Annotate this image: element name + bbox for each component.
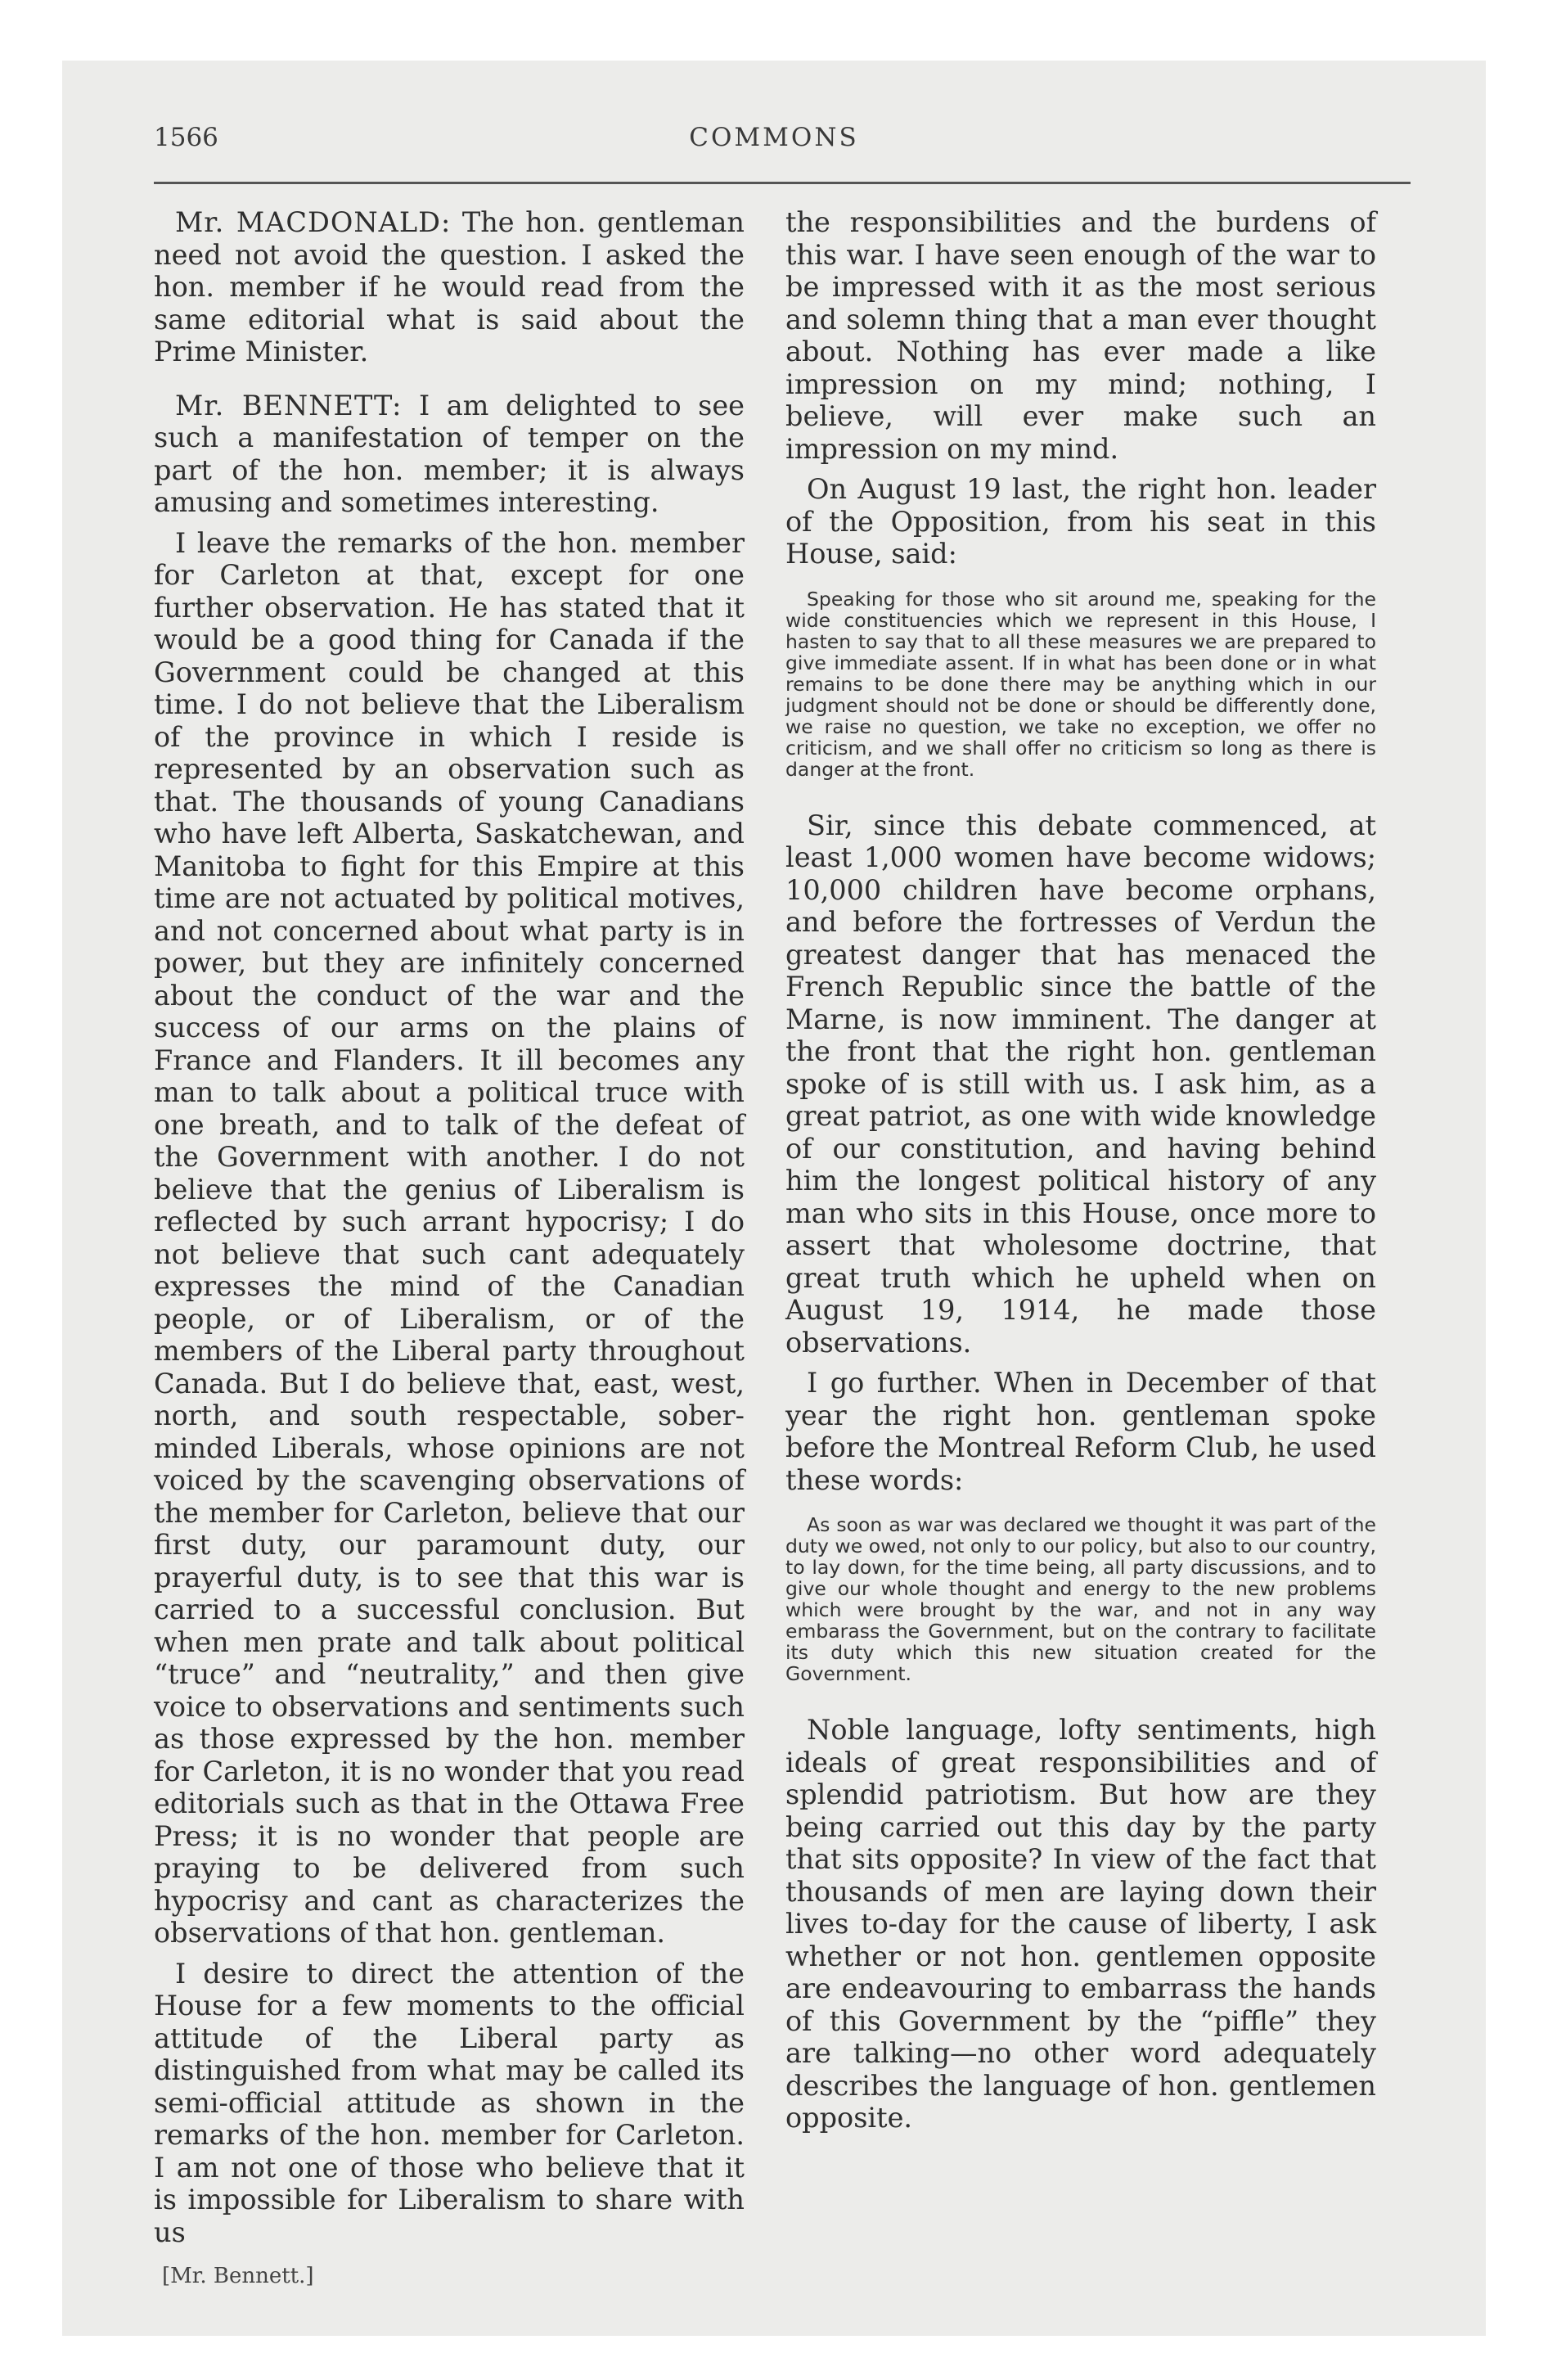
paragraph-august-19: On August 19 last, the right hon. leader of the Opposition, from his seat in this House, said: [785,473,1376,570]
block-quote-august-19 [785,588,1376,780]
left-column [154,206,745,2289]
paragraph-text: The hon. gentleman need not avoid the question. I asked the hon. member if he would read from the same editorial what is said about the Prime Minister. [154,206,745,367]
header-rule [154,182,1411,184]
paragraph-since-debate: Sir, since this debate commenced, at least 1,000 women have become widows; 10,000 children have become orphans, and before the fortresses of Verdun the greatest danger that has menaced the French Republic since the battle of the Marne, is now imminent. The danger at the front that the right hon. gentleman spoke of is still with us. I ask him, as a great patriot, as one with wide knowledge of our constitution, and having behind him the longest political history of any man who sits in this House, once more to assert that wholesome doctrine, that great truth which he upheld when on August 19, 1914, he made those observations. [785,809,1376,1359]
speaker-attribution: [Mr. Bennett.] [162,2264,314,2288]
paragraph-macdonald [154,206,745,368]
right-column [785,206,1376,2143]
paragraph-noble-language: Noble language, lofty sentiments, high ideals of great responsibilities and of splendid patriotism. But how are they being carried out this day by the party that sits opposite? In view of the fact that thousands of men are laying down their lives to-day for the cause of liberty, I ask whether or not hon. gentlemen opposite are endeavouring to embarrass the hands of this Government by the “piffle” they are talking—no other word adequately describes the language of hon. gentlemen opposite. [785,1714,1376,2134]
block-quote-reform-club [785,1514,1376,1684]
paragraph-go-further: I go further. When in December of that year the right hon. gentleman spoke before the Montreal Reform Club, he used these words: [785,1367,1376,1496]
paragraph-further-observation: I leave the remarks of the hon. member for Carleton at that, except for one further observation. He has stated that it would be a good thing for Canada if the Government could be changed at this time. I do not believe that the Liberalism of the province in which I reside is represented by an observation such as that. The thousands of young Canadians who have left Alberta, Saskatchewan, and Manitoba to fight for this Empire at this time are not actuated by political motives, and not concerned about what party is in power, but they are infinitely concerned about the conduct of the war and the success of our arms on the plains of France and Flanders. It ill becomes any man to talk about a political truce with one breath, and to talk of the defeat of the Government with another. I do not believe that the genius of Liberalism is reflected by such arrant hypocrisy; I do not believe that such cant adequately expresses the mind of the Canadian people, or of Liberalism, or of the members of the Liberal party throughout Canada. But I do believe that, east, west, north, and south respectable, sober-minded Liberals, whose opinions are not voiced by the scavenging observations of the member for Carleton, believe that our first duty, our paramount duty, our prayerful duty, is to see that this war is carried to a successful conclusion. But when men prate and talk about political “truce” and “neutrality,” and then give voice to observations and sentiments such as those expressed by the hon. member for Carleton, it is no wonder that you read editorials such as that in the Ottawa Free Press; it is no wonder that people are praying to be delivered from such hypocrisy and cant as characterizes the observations of that hon. gentleman. [154,526,745,1949]
speaker-bennett: Mr. BENNETT: [175,389,403,421]
paragraph-responsibilities: the responsibilities and the burdens of this war. I have seen enough of the war to be impressed with it as the most serious and solemn thing that a man ever thought about. Nothing has ever made a like impression on my mind; nothing, I believe, will ever make such an impression on my mind. [785,206,1376,465]
paragraph-text: I am delighted to see such a manifestation of temper on the part of the hon. member; it is always amusing and sometimes interesting. [154,389,745,518]
quote-text: As soon as war was declared we thought it was part of the duty we owed, not only to our policy, but also to our country, to lay down, for the time being, all party discussions, and to give our whole thought and energy to the new problems which were brought by the war, and not in any way embarass the Government, but on the contrary to facilitate its duty which this new situation created for the Government. [785,1513,1376,1685]
paragraph-official-attitude: I desire to direct the attention of the House for a few moments to the official attitude of the Liberal party as distinguished from what may be called its semi-official attitude as shown in the remarks of the hon. member for Carleton. I am not one of those who believe that it is impossible for Liberalism to share with us [154,1957,745,2248]
page-number: 1566 [154,123,218,152]
running-head: COMMONS [689,123,859,152]
speaker-macdonald: Mr. MACDONALD: [175,206,452,238]
quote-text: Speaking for those who sit around me, speaking for the wide constituencies which we represent in this House, I hasten to say that to all these measures we are prepared to give immediate assent. If in what has been done or in what remains to be done there may be anything which in our judgment should not be done or should be differently done, we raise no question, we take no exception, we offer no criticism, and we shall offer no criticism so long as there is danger at the front. [785,587,1376,781]
paragraph-bennett [154,390,745,519]
